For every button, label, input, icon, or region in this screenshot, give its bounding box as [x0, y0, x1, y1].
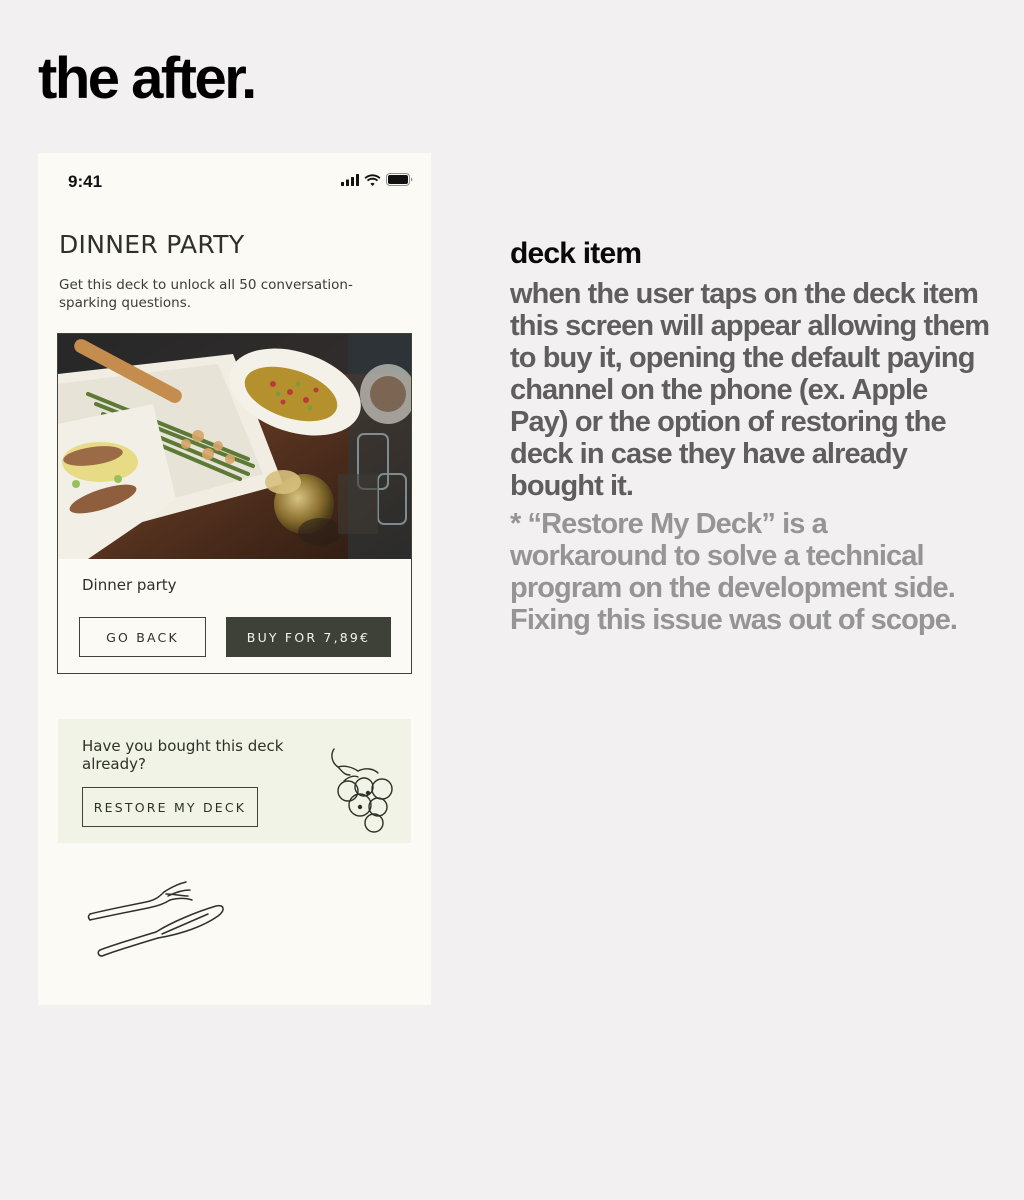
dinner-table-photo	[58, 334, 411, 559]
phone-screen	[38, 153, 431, 1005]
wifi-icon	[364, 174, 381, 186]
signal-icon	[341, 174, 359, 186]
deck-title: DINNER PARTY	[59, 230, 245, 259]
deck-subtitle: Get this deck to unlock all 50 conversation-sparking questions.	[59, 277, 353, 311]
deck-name: Dinner party	[82, 576, 177, 594]
restore-panel	[58, 719, 411, 843]
grapes-drawing	[324, 745, 404, 833]
annotation	[510, 236, 990, 636]
go-back-button[interactable]: GO BACK	[79, 617, 206, 657]
annotation-body: when the user taps on the deck item this screen will appear allowing them to buy it, opening the default paying channel on the phone (ex. Apple Pay) or the option of restoring the deck in case they have already bought it.	[510, 278, 990, 502]
restore-my-deck-button[interactable]: RESTORE MY DECK	[82, 787, 258, 827]
battery-icon	[386, 173, 413, 186]
cutlery-drawing	[86, 878, 226, 962]
restore-question: Have you bought this deck already?	[82, 737, 284, 773]
buy-button[interactable]: BUY FOR 7,89€	[226, 617, 391, 657]
page-heading: the after.	[38, 46, 255, 111]
status-bar	[38, 153, 431, 207]
annotation-note: * “Restore My Deck” is a workaround to solve a technical program on the development side. Fixing this issue was out of scope.	[510, 508, 958, 636]
status-time: 9:41	[68, 172, 103, 191]
deck-card	[57, 333, 412, 674]
annotation-title: deck item	[510, 237, 642, 270]
status-icons	[341, 173, 413, 186]
